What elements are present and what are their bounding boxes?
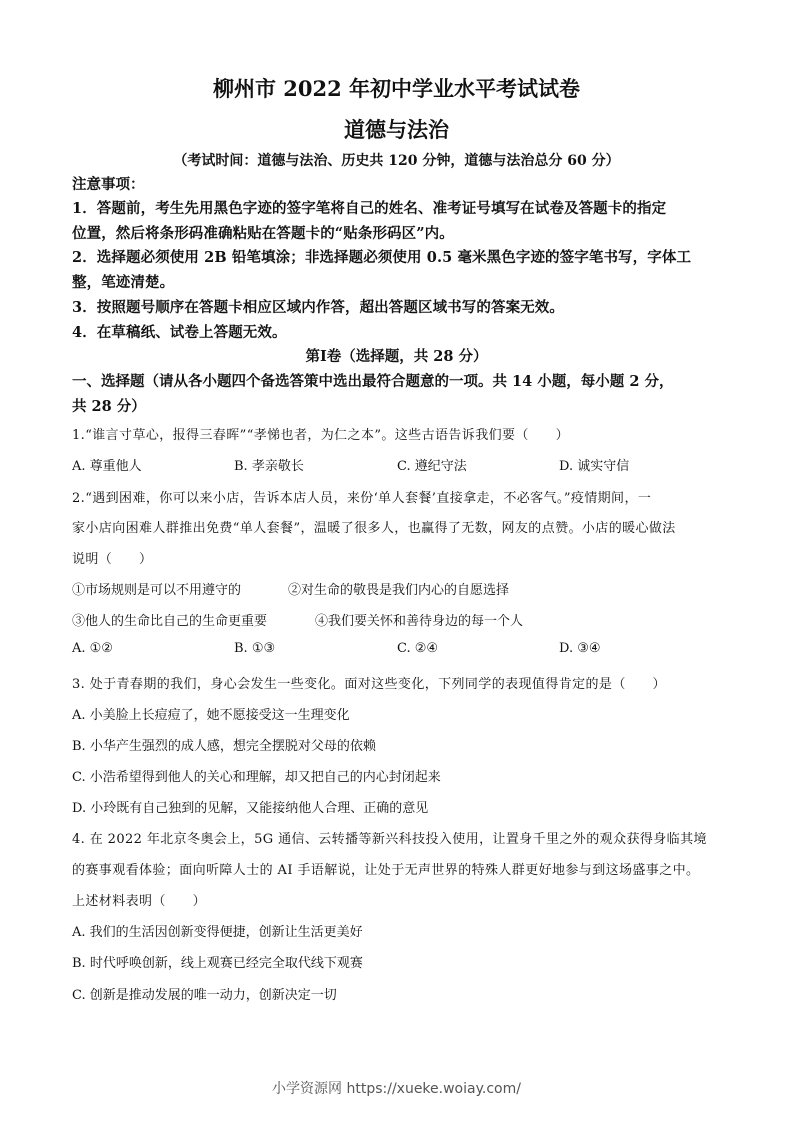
exam-time-note: （考试时间：道德与法治、历史共 120 分钟，道德与法治总分 60 分） — [173, 153, 620, 169]
option-a: A. 小美脸上长痘痘了，她不愿接受这一生理变化 — [72, 708, 350, 723]
question-stem: 家小店向困难人群推出免费“单人套餐”，温暖了很多人，也赢得了无数，网友的点赞。小店的暖心做法 — [72, 521, 676, 536]
exam-title: 柳州市 2022 年初中学业水平考试试卷 — [212, 76, 581, 101]
option-b: B. 时代呼唤创新，线上观赛已经完全取代线下观赛 — [72, 956, 363, 971]
statement-4: ④我们要关怀和善待身边的每一个人 — [315, 614, 524, 629]
option-b: B. 小华产生强烈的成人感，想完全摆脱对父母的依赖 — [72, 739, 376, 754]
option-a: A. ①② — [72, 641, 113, 656]
option-a: A. 我们的生活因创新变得便捷，创新让生活更美好 — [72, 925, 363, 940]
statement-2: ②对生命的敬畏是我们内心的自愿选择 — [288, 583, 510, 598]
option-b: B. ①③ — [234, 641, 276, 656]
question-stem: 2.“遇到困难，你可以来小店，告诉本店人员，来份‘单人套餐’直接拿走，不必客气。”疫情期间，一 — [72, 491, 652, 506]
notice-line: 位置，然后将条形码准确粘贴在答题卡的“贴条形码区”内。 — [72, 225, 454, 242]
option-c: C. ②④ — [397, 641, 439, 656]
option-c: C. 创新是推动发展的唯一动力，创新决定一切 — [72, 988, 337, 1003]
section-heading: 共 28 分） — [72, 398, 146, 415]
notice-line: 4．在草稿纸、试卷上答题无效。 — [72, 324, 287, 341]
notice-heading: 注意事项： — [72, 176, 145, 193]
notice-line: 整，笔迹清楚。 — [72, 274, 175, 291]
notice-line: 3．按照题号顺序在答题卡相应区域内作答，超出答题区域书写的答案无效。 — [72, 299, 564, 316]
volume-heading: 第Ⅰ卷（选择题，共 28 分） — [305, 348, 488, 365]
option-c: C. 小浩希望得到他人的关心和理解，却又把自己的内心封闭起来 — [72, 770, 441, 785]
statement-3: ③他人的生命比自己的生命更重要 — [72, 614, 268, 629]
option-c: C. 遵纪守法 — [397, 459, 467, 474]
statement-1: ①市场规则是可以不用遵守的 — [72, 583, 242, 598]
option-a: A. 尊重他人 — [72, 459, 142, 474]
option-b: B. 孝亲敬长 — [234, 459, 304, 474]
option-d: D. 诚实守信 — [559, 459, 630, 474]
question-stem: 3. 处于青春期的我们，身心会发生一些变化。面对这些变化，下列同学的表现值得肯定的是（ ） — [72, 677, 666, 692]
question-stem: 上述材料表明（ ） — [72, 894, 207, 909]
option-d: D. ③④ — [559, 641, 601, 656]
notice-line: 2．选择题必须使用 2B 铅笔填涂；非选择题必须使用 0.5 毫米黑色字迹的签字笔书写，字体工 — [72, 249, 692, 266]
section-heading: 一、选择题（请从各小题四个备选答策中选出最符合题意的一项。共 14 小题，每小题 2 分， — [72, 373, 674, 390]
subject-title: 道德与法治 — [344, 117, 449, 142]
question-stem: 说明（ ） — [72, 552, 153, 567]
notice-line: 1．答题前，考生先用黑色字迹的签字笔将自己的姓名、准考证号填写在试卷及答题卡的指定 — [72, 200, 667, 217]
question-stem: 4. 在 2022 年北京冬奥会上，5G 通信、云转播等新兴科技投入使用，让置身千里之外的观众获得身临其境 — [72, 832, 707, 847]
question-stem: 的赛事观看体验；面向听障人士的 AI 手语解说，让处于无声世界的特殊人群更好地参与到这场盛事之中。 — [72, 863, 700, 878]
question-stem: 1.“谁言寸草心，报得三春晖”“孝悌也者，为仁之本”。这些古语告诉我们要（ ） — [72, 428, 569, 443]
option-d: D. 小玲既有自己独到的见解，又能接纳他人合理、正确的意见 — [72, 801, 429, 816]
footer-watermark: 小学资源网 https://xueke.woiay.com/ — [272, 1081, 521, 1097]
